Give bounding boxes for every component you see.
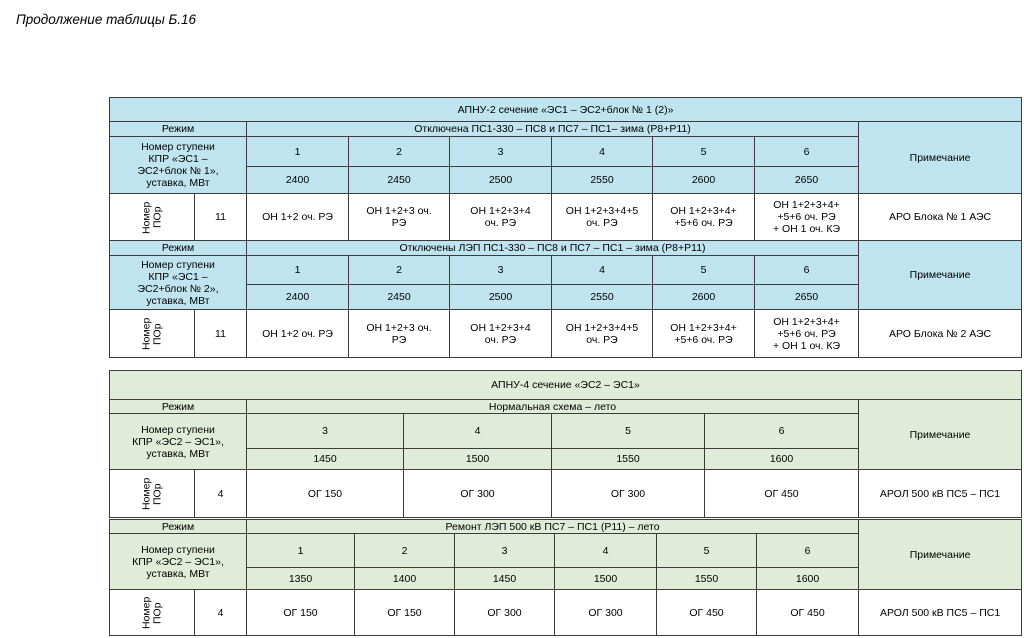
action-cell: ОН 1+2 оч. РЭ — [247, 310, 349, 358]
apnu4-table-repair — [109, 519, 1022, 636]
setpoint-value: 2400 — [247, 285, 349, 310]
action-cell: ОГ 150 — [247, 590, 355, 636]
por-number: 4 — [195, 590, 247, 636]
note-header: Примечание — [859, 122, 1022, 194]
setpoint-value: 2500 — [450, 167, 552, 194]
stage-number: 3 — [450, 256, 552, 285]
stage-setpoint-header: Номер ступени КПР «ЭС1 – ЭС2+блок № 2», уставка, МВт — [110, 256, 247, 310]
action-cell: ОН 1+2+3+4+ +5+6 оч. РЭ — [653, 194, 755, 241]
action-cell: ОН 1+2+3+4+ +5+6 оч. РЭ + ОН 1 оч. КЭ — [755, 310, 859, 358]
por-number: 11 — [195, 310, 247, 358]
action-cell: ОН 1+2+3+4+ +5+6 оч. РЭ + ОН 1 оч. КЭ — [755, 194, 859, 241]
stage-number: 6 — [755, 137, 859, 167]
action-cell: ОГ 300 — [404, 470, 552, 518]
setpoint-value: 1500 — [404, 449, 552, 470]
note-cell: АРО Блока № 1 АЭС — [859, 194, 1022, 241]
action-cell: ОГ 150 — [355, 590, 455, 636]
setpoint-value: 2650 — [755, 167, 859, 194]
stage-number: 3 — [455, 534, 555, 568]
setpoint-value: 2500 — [450, 285, 552, 310]
setpoint-value: 1450 — [455, 568, 555, 590]
setpoint-value: 2600 — [653, 167, 755, 194]
setpoint-value: 1550 — [657, 568, 757, 590]
note-header: Примечание — [859, 241, 1022, 310]
setpoint-value: 1450 — [247, 449, 404, 470]
stage-number: 5 — [653, 137, 755, 167]
stage-number: 1 — [247, 256, 349, 285]
setpoint-value: 2550 — [552, 167, 653, 194]
action-cell: ОГ 450 — [657, 590, 757, 636]
action-cell: ОН 1+2 оч. РЭ — [247, 194, 349, 241]
apnu2-table — [109, 97, 1022, 358]
stage-number: 6 — [757, 534, 859, 568]
note-cell: АРО Блока № 2 АЭС — [859, 310, 1022, 358]
stage-number: 4 — [552, 256, 653, 285]
action-cell: ОН 1+2+3 оч. РЭ — [349, 310, 450, 358]
action-cell: ОГ 450 — [705, 470, 859, 518]
stage-number: 1 — [247, 137, 349, 167]
note-cell: АРОЛ 500 кВ ПС5 – ПС1 — [859, 470, 1022, 518]
apnu2-title: АПНУ-2 сечение «ЭС1 – ЭС2+блок № 1 (2)» — [110, 98, 1022, 122]
stage-setpoint-header: Номер ступени КПР «ЭС2 – ЭС1», уставка, МВт — [110, 414, 247, 470]
stage-number: 2 — [355, 534, 455, 568]
setpoint-value: 2600 — [653, 285, 755, 310]
note-header: Примечание — [859, 400, 1022, 470]
por-number: 11 — [195, 194, 247, 241]
stage-number: 5 — [552, 414, 705, 449]
apnu4-block2-mode: Ремонт ЛЭП 500 кВ ПС7 – ПС1 (Р11) – лето — [247, 520, 859, 534]
apnu2-block1-mode: Отключена ПС1-330 – ПС8 и ПС7 – ПС1– зима (Р8+Р11) — [247, 122, 859, 137]
por-number-header: Номер ПОр — [110, 310, 195, 358]
setpoint-value: 2400 — [247, 167, 349, 194]
mode-label: Режим — [110, 241, 247, 256]
stage-number: 4 — [555, 534, 657, 568]
action-cell: ОГ 300 — [455, 590, 555, 636]
action-cell: ОН 1+2+3+4+5 оч. РЭ — [552, 310, 653, 358]
stage-number: 3 — [450, 137, 552, 167]
por-number-header: Номер ПОр — [110, 590, 195, 636]
apnu4-table-normal — [109, 370, 1022, 518]
setpoint-value: 1350 — [247, 568, 355, 590]
setpoint-value: 2450 — [349, 167, 450, 194]
stage-number: 6 — [755, 256, 859, 285]
por-number: 4 — [195, 470, 247, 518]
setpoint-value: 2650 — [755, 285, 859, 310]
apnu4-title: АПНУ-4 сечение «ЭС2 – ЭС1» — [110, 371, 1022, 400]
setpoint-value: 1550 — [552, 449, 705, 470]
action-cell: ОГ 300 — [555, 590, 657, 636]
setpoint-value: 1500 — [555, 568, 657, 590]
stage-number: 1 — [247, 534, 355, 568]
apnu2-block2-mode: Отключены ЛЭП ПС1-330 – ПС8 и ПС7 – ПС1 – зима (Р8+Р11) — [247, 241, 859, 256]
stage-number: 2 — [349, 256, 450, 285]
stage-setpoint-header: Номер ступени КПР «ЭС1 – ЭС2+блок № 1», уставка, МВт — [110, 137, 247, 194]
table-caption: Продолжение таблицы Б.16 — [16, 12, 197, 27]
stage-number: 5 — [653, 256, 755, 285]
stage-number: 3 — [247, 414, 404, 449]
setpoint-value: 1400 — [355, 568, 455, 590]
stage-number: 4 — [552, 137, 653, 167]
action-cell: ОГ 150 — [247, 470, 404, 518]
por-number-header: Номер ПОр — [110, 470, 195, 518]
stage-number: 2 — [349, 137, 450, 167]
action-cell: ОН 1+2+3+4 оч. РЭ — [450, 310, 552, 358]
setpoint-value: 2450 — [349, 285, 450, 310]
setpoint-value: 1600 — [705, 449, 859, 470]
note-cell: АРОЛ 500 кВ ПС5 – ПС1 — [859, 590, 1022, 636]
mode-label: Режим — [110, 520, 247, 534]
action-cell: ОН 1+2+3+4+5 оч. РЭ — [552, 194, 653, 241]
setpoint-value: 1600 — [757, 568, 859, 590]
mode-label: Режим — [110, 122, 247, 137]
action-cell: ОН 1+2+3+4+ +5+6 оч. РЭ — [653, 310, 755, 358]
por-number-header: Номер ПОр — [110, 194, 195, 241]
action-cell: ОГ 450 — [757, 590, 859, 636]
action-cell: ОГ 300 — [552, 470, 705, 518]
stage-setpoint-header: Номер ступени КПР «ЭС2 – ЭС1», уставка, МВт — [110, 534, 247, 590]
stage-number: 6 — [705, 414, 859, 449]
stage-number: 5 — [657, 534, 757, 568]
setpoint-value: 2550 — [552, 285, 653, 310]
action-cell: ОН 1+2+3 оч. РЭ — [349, 194, 450, 241]
stage-number: 4 — [404, 414, 552, 449]
action-cell: ОН 1+2+3+4 оч. РЭ — [450, 194, 552, 241]
mode-label: Режим — [110, 400, 247, 414]
apnu4-block1-mode: Нормальная схема – лето — [247, 400, 859, 414]
note-header: Примечание — [859, 520, 1022, 590]
